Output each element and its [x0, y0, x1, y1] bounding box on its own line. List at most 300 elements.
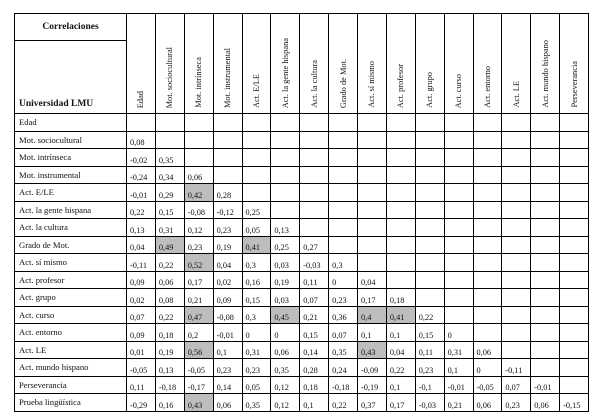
correlation-cell: 0,17: [386, 394, 415, 412]
correlation-cell: [560, 289, 589, 307]
correlation-cell: [502, 289, 531, 307]
correlation-cell: [329, 219, 358, 237]
table-row: [15, 306, 589, 324]
table-row: [15, 201, 589, 219]
table-row: [15, 271, 589, 289]
correlation-cell: [415, 271, 444, 289]
correlation-cell: [358, 184, 387, 202]
correlation-cell: -0,09: [358, 359, 387, 377]
correlation-cell: 0: [473, 359, 502, 377]
correlation-cell: 0,08: [127, 131, 156, 149]
correlation-cell: [502, 166, 531, 184]
row-label: Act. mundo hispano: [15, 359, 127, 377]
correlation-cell: 0,35: [155, 149, 184, 167]
correlation-cell: [473, 324, 502, 342]
correlation-cell: 0,07: [329, 324, 358, 342]
correlation-cell: 0,06: [531, 394, 560, 412]
correlation-cell: 0,09: [127, 324, 156, 342]
row-label: Act. profesor: [15, 271, 127, 289]
correlation-cell: [184, 149, 213, 167]
correlation-cell: [300, 219, 329, 237]
correlation-cell: [560, 341, 589, 359]
correlation-cell: [560, 324, 589, 342]
correlation-cell: [473, 271, 502, 289]
correlation-cell: [415, 219, 444, 237]
row-label: Grado de Mot.: [15, 236, 127, 254]
correlation-cell: [560, 271, 589, 289]
column-header: [386, 14, 415, 114]
correlation-cell: [560, 254, 589, 272]
correlation-cell: [386, 184, 415, 202]
correlation-cell: [386, 271, 415, 289]
correlation-cell: 0,25: [242, 201, 271, 219]
column-header-label: Act. la gente hispana: [280, 37, 290, 108]
correlation-cell: 0,11: [415, 341, 444, 359]
row-label: Perseverancia: [15, 376, 127, 394]
correlation-cell: [358, 254, 387, 272]
correlation-cell: [560, 149, 589, 167]
correlation-cell: 0,08: [155, 289, 184, 307]
correlation-cell: [531, 289, 560, 307]
correlation-cell: 0,07: [300, 289, 329, 307]
correlation-cell: 0,05: [242, 376, 271, 394]
correlation-cell: [502, 324, 531, 342]
correlation-cell: [444, 166, 473, 184]
correlation-cell: [300, 114, 329, 132]
correlation-cell: -0,11: [502, 359, 531, 377]
correlation-cell: -0,18: [329, 376, 358, 394]
correlation-cell: [444, 201, 473, 219]
correlation-cell: [502, 184, 531, 202]
correlation-cell: [386, 201, 415, 219]
column-header-label: Mot. sociocultural: [165, 46, 175, 108]
correlation-cell: [473, 149, 502, 167]
correlation-cell: 0,19: [155, 341, 184, 359]
correlation-cell: [444, 131, 473, 149]
correlation-cell: [560, 376, 589, 394]
correlation-cell: 0,47: [184, 306, 213, 324]
correlation-cell: 0,37: [358, 394, 387, 412]
correlation-cell: 0,22: [329, 394, 358, 412]
correlation-cell: [444, 114, 473, 132]
correlation-cell: 0,04: [213, 254, 242, 272]
correlation-cell: [531, 201, 560, 219]
correlation-cell: [300, 166, 329, 184]
correlation-cell: 0,06: [271, 341, 300, 359]
column-header: [184, 14, 213, 114]
correlation-cell: -0,17: [184, 376, 213, 394]
correlation-cell: 0,05: [242, 219, 271, 237]
correlation-cell: [271, 201, 300, 219]
correlation-cell: [502, 131, 531, 149]
table-row: [15, 376, 589, 394]
correlation-cell: [271, 149, 300, 167]
column-header: [213, 14, 242, 114]
column-header: [300, 14, 329, 114]
correlation-cell: [213, 114, 242, 132]
row-label: Act. entorno: [15, 324, 127, 342]
group-label: Universidad LMU: [19, 99, 94, 109]
column-header: [242, 14, 271, 114]
correlation-cell: 0,15: [242, 289, 271, 307]
column-header-label: Act. E/LE: [251, 74, 261, 108]
correlation-cell: 0,18: [386, 289, 415, 307]
correlation-cell: [531, 254, 560, 272]
column-header-label: Mot. intrínseca: [194, 57, 204, 108]
column-header: [502, 14, 531, 114]
correlation-cell: [386, 254, 415, 272]
correlation-cell: [155, 114, 184, 132]
correlation-cell: -0,01: [213, 324, 242, 342]
correlation-cell: [358, 219, 387, 237]
row-label: Act. grupo: [15, 289, 127, 307]
correlation-cell: 0,06: [473, 394, 502, 412]
correlation-cell: [415, 254, 444, 272]
correlation-cell: [473, 254, 502, 272]
correlation-cell: [242, 114, 271, 132]
correlation-cell: 0,1: [386, 324, 415, 342]
row-label: Mot. intrínseca: [15, 149, 127, 167]
correlation-cell: 0,17: [184, 271, 213, 289]
correlation-cell: 0,04: [386, 341, 415, 359]
correlation-cell: -0,01: [444, 376, 473, 394]
table-row: [15, 341, 589, 359]
correlation-cell: [386, 236, 415, 254]
correlation-cell: 0: [329, 271, 358, 289]
correlation-cell: [502, 114, 531, 132]
correlation-cell: 0,12: [184, 219, 213, 237]
correlation-cell: [358, 166, 387, 184]
correlation-cell: [329, 184, 358, 202]
correlation-cell: [560, 166, 589, 184]
correlation-cell: -0,12: [213, 201, 242, 219]
correlation-cell: 0,06: [473, 341, 502, 359]
correlation-cell: 0,3: [242, 254, 271, 272]
correlation-cell: [415, 201, 444, 219]
correlation-cell: -0,11: [127, 254, 156, 272]
correlation-cell: [329, 236, 358, 254]
correlation-cell: [415, 131, 444, 149]
correlation-cell: 0,09: [213, 289, 242, 307]
correlation-cell: [531, 166, 560, 184]
correlation-cell: 0,19: [271, 271, 300, 289]
column-header: [444, 14, 473, 114]
correlation-cell: [300, 201, 329, 219]
correlation-cell: 0,43: [184, 394, 213, 412]
table-row: [15, 149, 589, 167]
correlation-cell: [386, 166, 415, 184]
column-header: [415, 14, 444, 114]
correlation-cell: [560, 131, 589, 149]
correlation-cell: 0,41: [242, 236, 271, 254]
correlation-cell: 0,14: [213, 376, 242, 394]
correlation-cell: 0,06: [184, 166, 213, 184]
correlation-cell: [444, 306, 473, 324]
correlation-cell: [300, 131, 329, 149]
correlation-cell: [444, 149, 473, 167]
correlation-cell: 0,13: [127, 219, 156, 237]
correlation-cell: [415, 236, 444, 254]
row-label: Mot. sociocultural: [15, 131, 127, 149]
correlation-cell: [502, 236, 531, 254]
correlation-cell: [271, 114, 300, 132]
correlation-cell: 0,29: [155, 184, 184, 202]
correlation-cell: 0,23: [502, 394, 531, 412]
row-label: Prueba lingüística: [15, 394, 127, 412]
correlation-cell: 0,1: [300, 394, 329, 412]
correlation-cell: -0,08: [213, 306, 242, 324]
correlation-cell: [271, 131, 300, 149]
correlation-cell: 0,13: [155, 359, 184, 377]
correlation-cell: 0: [444, 324, 473, 342]
correlation-cell: 0,06: [155, 271, 184, 289]
correlation-cell: 0,01: [127, 341, 156, 359]
correlation-cell: 0,23: [213, 359, 242, 377]
correlation-cell: 0,31: [444, 341, 473, 359]
correlation-cell: 0,18: [155, 324, 184, 342]
correlation-cell: [531, 131, 560, 149]
correlation-cell: 0,24: [329, 359, 358, 377]
correlation-table: [14, 13, 589, 412]
correlation-cell: 0,21: [444, 394, 473, 412]
correlation-cell: 0,4: [358, 306, 387, 324]
correlation-cell: [560, 306, 589, 324]
correlation-cell: 0,14: [300, 341, 329, 359]
correlation-cell: 0,45: [271, 306, 300, 324]
correlation-cell: 0,09: [127, 271, 156, 289]
correlation-cell: 0,23: [242, 359, 271, 377]
column-header: [358, 14, 387, 114]
correlation-cell: 0,1: [213, 341, 242, 359]
correlation-cell: [531, 184, 560, 202]
correlation-cell: [473, 236, 502, 254]
correlation-cell: -0,01: [531, 376, 560, 394]
correlation-cell: -0,08: [184, 201, 213, 219]
row-label: Act. sí mismo: [15, 254, 127, 272]
correlation-cell: [300, 149, 329, 167]
correlation-cell: 0,42: [184, 184, 213, 202]
column-header: [155, 14, 184, 114]
correlation-cell: [444, 289, 473, 307]
correlation-cell: 0,16: [155, 394, 184, 412]
correlation-cell: [386, 114, 415, 132]
correlation-cell: [560, 236, 589, 254]
column-header: [329, 14, 358, 114]
correlation-cell: -0,05: [127, 359, 156, 377]
correlation-cell: [242, 166, 271, 184]
correlation-cell: [502, 341, 531, 359]
column-header-label: Act. la cultura: [309, 60, 319, 108]
correlation-cell: 0,1: [444, 359, 473, 377]
correlation-cell: [502, 219, 531, 237]
correlation-cell: [502, 271, 531, 289]
correlation-cell: 0,22: [415, 306, 444, 324]
correlation-cell: [502, 306, 531, 324]
correlation-cell: 0,17: [358, 289, 387, 307]
correlation-cell: [213, 166, 242, 184]
correlation-cell: [271, 166, 300, 184]
correlation-cell: [473, 219, 502, 237]
correlation-cell: 0,13: [271, 219, 300, 237]
column-header: [271, 14, 300, 114]
table-row: [15, 219, 589, 237]
correlation-cell: [473, 114, 502, 132]
correlation-cell: [329, 166, 358, 184]
correlation-cell: [415, 114, 444, 132]
correlation-cell: 0,49: [155, 236, 184, 254]
correlation-cell: 0,34: [155, 166, 184, 184]
correlation-cell: 0,23: [329, 289, 358, 307]
correlation-cell: [386, 149, 415, 167]
column-header-label: Edad: [136, 90, 146, 108]
correlation-cell: [415, 166, 444, 184]
correlation-cell: [531, 271, 560, 289]
table-row: [15, 131, 589, 149]
correlation-cell: 0,11: [127, 376, 156, 394]
correlation-cell: -0,24: [127, 166, 156, 184]
correlation-cell: 0,36: [329, 306, 358, 324]
correlation-cell: [560, 114, 589, 132]
correlation-cell: [329, 131, 358, 149]
table-row: [15, 359, 589, 377]
correlation-cell: [329, 149, 358, 167]
correlation-cell: 0,11: [300, 271, 329, 289]
correlation-cell: [155, 131, 184, 149]
table-row: [15, 184, 589, 202]
correlation-cell: -0,15: [560, 394, 589, 412]
column-header-label: Act. grupo: [425, 72, 435, 108]
column-header-label: Act. mundo hispano: [540, 40, 550, 108]
correlation-cell: 0,23: [213, 219, 242, 237]
correlation-cell: [300, 184, 329, 202]
correlation-cell: [358, 149, 387, 167]
column-header: [560, 14, 589, 114]
correlation-cell: [358, 236, 387, 254]
correlation-cell: -0,19: [358, 376, 387, 394]
correlation-cell: 0,06: [213, 394, 242, 412]
row-label: Act. la cultura: [15, 219, 127, 237]
correlation-cell: 0,12: [271, 394, 300, 412]
correlation-cell: 0,22: [155, 254, 184, 272]
column-header: [473, 14, 502, 114]
correlation-cell: [127, 114, 156, 132]
correlation-cell: 0,18: [300, 376, 329, 394]
row-label: Act. la gente hispana: [15, 201, 127, 219]
column-header: [127, 14, 156, 114]
correlation-cell: 0,21: [184, 289, 213, 307]
correlation-cell: -0,03: [300, 254, 329, 272]
correlation-cell: [444, 236, 473, 254]
correlation-cell: 0,02: [127, 289, 156, 307]
column-header-label: Act. entorno: [482, 66, 492, 108]
correlation-cell: [358, 131, 387, 149]
correlation-cell: 0,22: [155, 306, 184, 324]
correlation-cell: [531, 236, 560, 254]
correlation-cell: [415, 289, 444, 307]
correlation-cell: 0,1: [358, 324, 387, 342]
correlation-cell: [531, 114, 560, 132]
row-label: Act. E/LE: [15, 184, 127, 202]
correlation-cell: 0,31: [155, 219, 184, 237]
correlation-cell: 0: [242, 324, 271, 342]
correlation-cell: [473, 201, 502, 219]
correlation-cell: [502, 201, 531, 219]
correlation-cell: [184, 131, 213, 149]
correlation-cell: [444, 254, 473, 272]
correlation-cell: [444, 219, 473, 237]
correlation-cell: [560, 201, 589, 219]
table-row: [15, 394, 589, 412]
correlation-cell: 0,07: [127, 306, 156, 324]
column-header-label: Mot. instrumental: [223, 47, 233, 108]
correlation-cell: -0,03: [415, 394, 444, 412]
correlation-cell: 0,52: [184, 254, 213, 272]
correlation-cell: [473, 166, 502, 184]
correlation-cell: 0,15: [155, 201, 184, 219]
correlation-cell: 0,28: [300, 359, 329, 377]
correlation-cell: 0,2: [184, 324, 213, 342]
correlation-cell: [358, 114, 387, 132]
correlation-cell: [473, 131, 502, 149]
table-title: Correlaciones: [15, 14, 126, 41]
correlation-cell: 0,22: [386, 359, 415, 377]
correlation-cell: [242, 131, 271, 149]
correlation-cell: [271, 184, 300, 202]
row-label: Act. curso: [15, 306, 127, 324]
correlation-cell: 0,22: [127, 201, 156, 219]
column-header-label: Act. profesor: [396, 63, 406, 108]
column-header-label: Act. sí mismo: [367, 61, 377, 108]
table-row: [15, 254, 589, 272]
correlation-cell: [444, 271, 473, 289]
correlation-cell: [386, 219, 415, 237]
correlation-cell: [531, 149, 560, 167]
correlation-cell: 0,31: [242, 341, 271, 359]
table-row: [15, 166, 589, 184]
column-header-label: Act. LE: [511, 81, 521, 108]
correlation-cell: 0,21: [300, 306, 329, 324]
correlation-cell: 0,03: [271, 289, 300, 307]
correlation-cell: [386, 131, 415, 149]
table-row: [15, 236, 589, 254]
correlation-cell: [473, 306, 502, 324]
correlation-cell: [213, 131, 242, 149]
header-row: [15, 14, 589, 114]
correlation-cell: 0,1: [386, 376, 415, 394]
correlation-cell: [531, 359, 560, 377]
correlation-cell: [502, 254, 531, 272]
correlation-cell: [242, 184, 271, 202]
table-row: [15, 289, 589, 307]
correlation-cell: 0,3: [242, 306, 271, 324]
correlation-cell: 0,35: [329, 341, 358, 359]
column-header-label: Grado de Mot.: [338, 58, 348, 108]
row-label: Act. LE: [15, 341, 127, 359]
correlation-cell: -0,18: [155, 376, 184, 394]
correlation-cell: [502, 149, 531, 167]
correlation-cell: 0,43: [358, 341, 387, 359]
correlation-cell: [184, 114, 213, 132]
correlation-cell: 0,56: [184, 341, 213, 359]
column-header: [531, 14, 560, 114]
correlation-cell: [473, 184, 502, 202]
correlation-cell: 0,04: [358, 271, 387, 289]
correlation-cell: [444, 184, 473, 202]
correlation-cell: 0,07: [502, 376, 531, 394]
correlation-cell: 0,35: [271, 359, 300, 377]
correlation-cell: -0,29: [127, 394, 156, 412]
correlation-cell: 0,15: [415, 324, 444, 342]
